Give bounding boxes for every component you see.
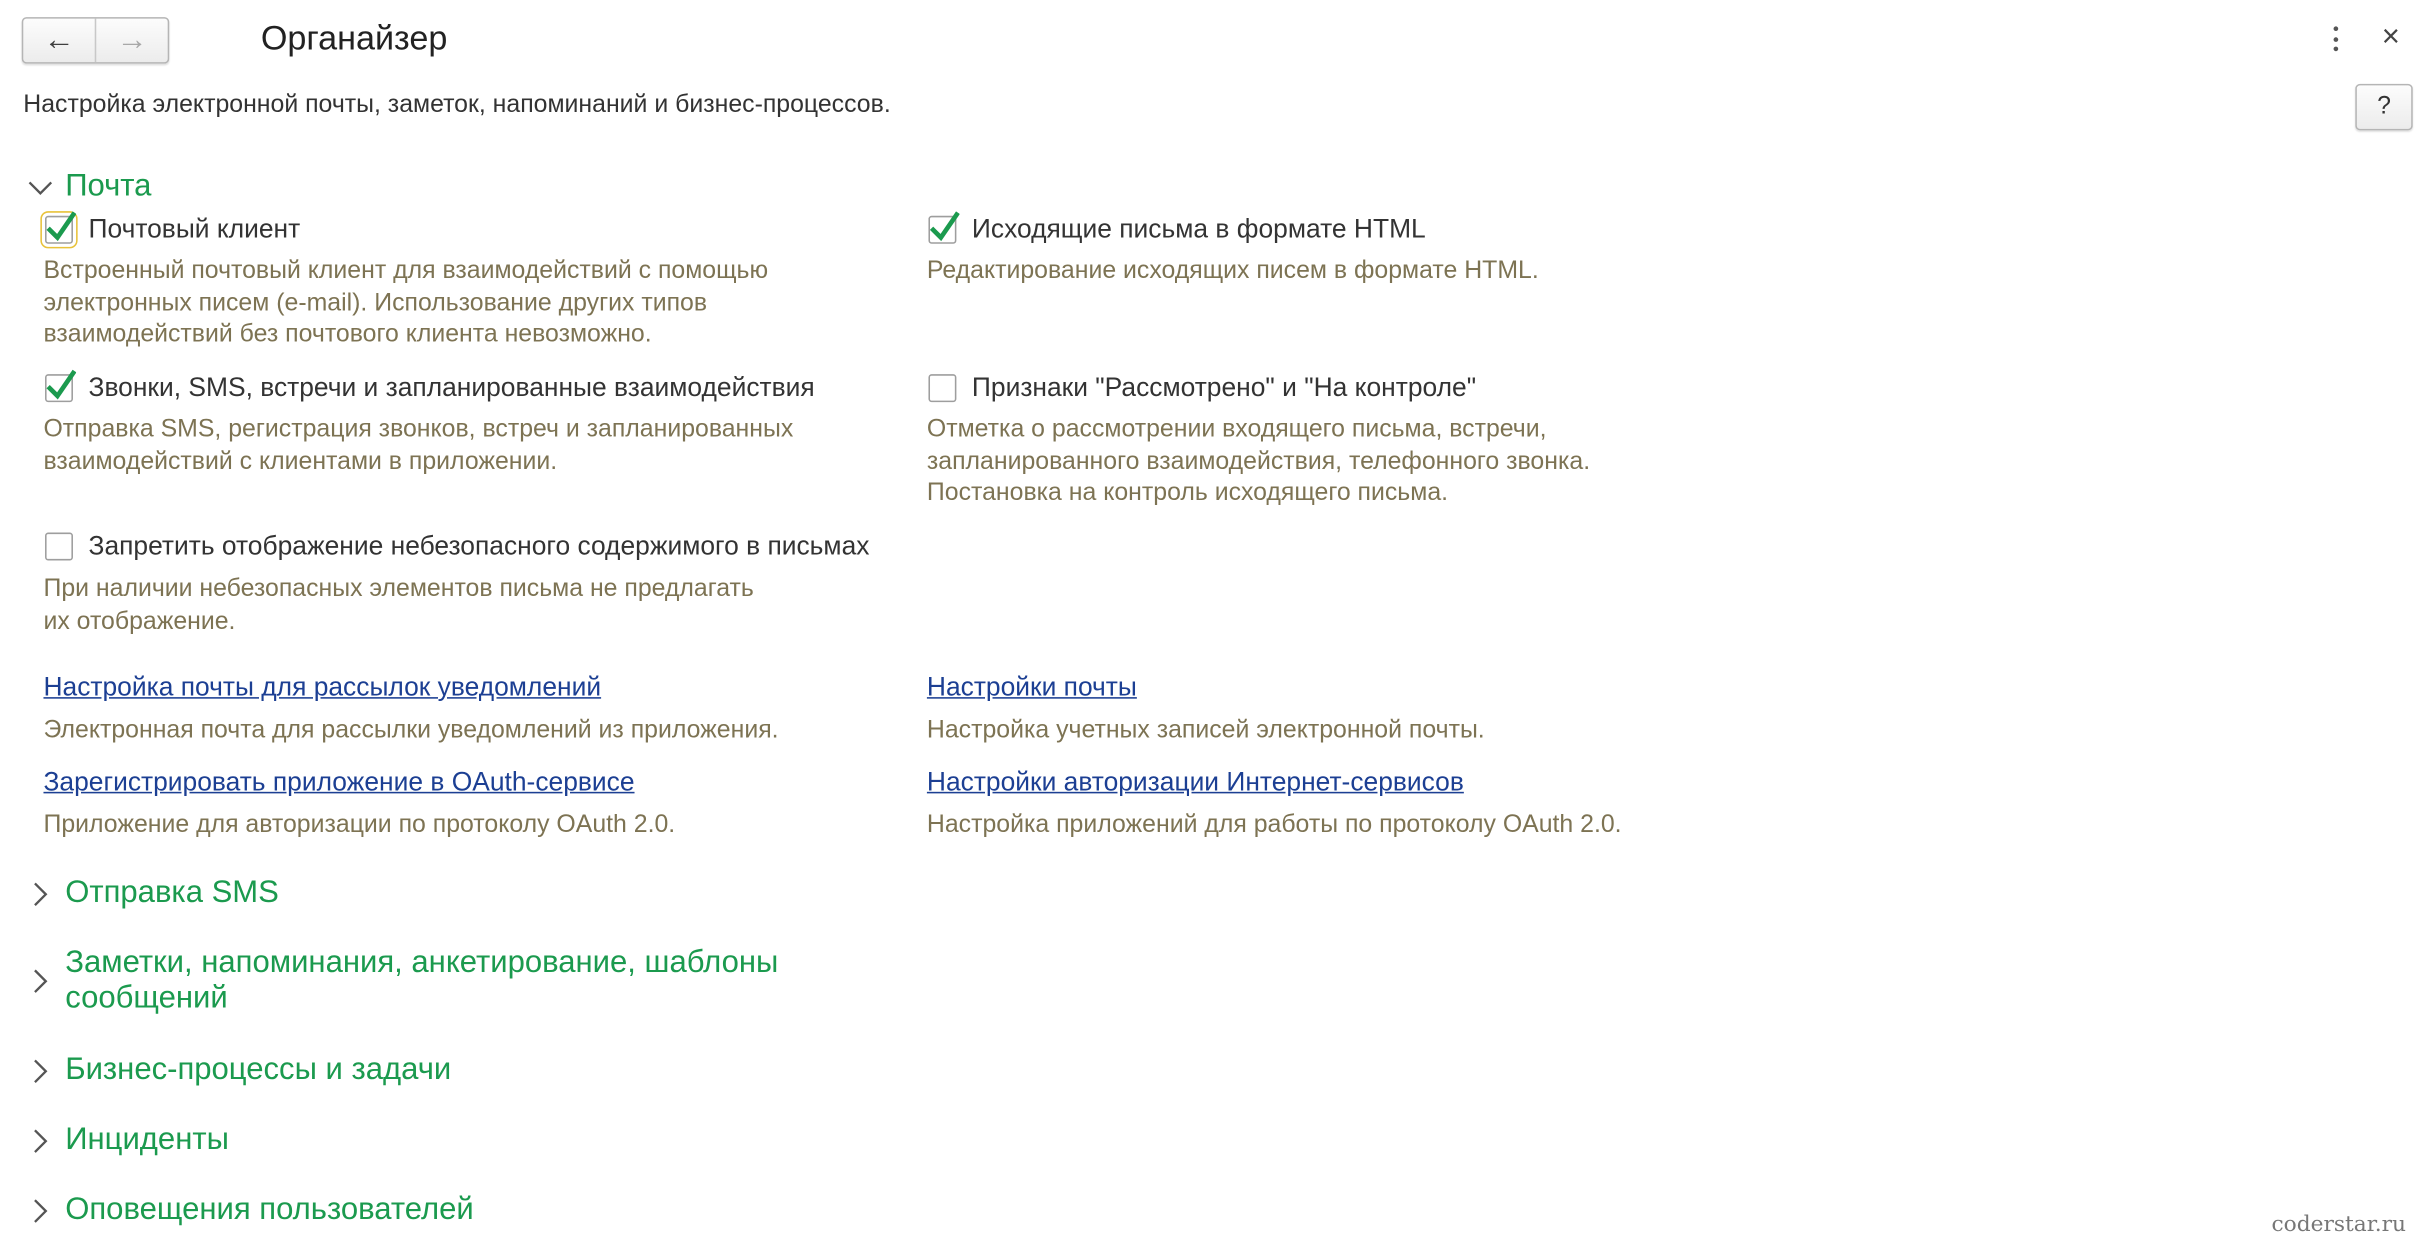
section-business-processes[interactable] [28,1053,451,1089]
calls-sms-option[interactable] [45,373,815,404]
chevron-right-icon [28,878,53,909]
chevron-right-icon [28,1195,53,1226]
notify-mail-description: Электронная почта для рассылки уведомлений из приложения. [43,717,779,744]
mail-client-description: Встроенный почтовый клиент для взаимодействий с помощью электронных писем (e-mail). Использование других типов взаимодействий без почтового клиента невозможно. [43,257,769,348]
back-button[interactable] [23,19,94,62]
section-sms[interactable] [28,876,279,912]
page-title: Органайзер [260,18,448,58]
chevron-right-icon [28,966,53,997]
calls-sms-checkbox[interactable] [45,374,73,402]
chevron-right-icon [28,1055,53,1086]
arrow-left-icon: ← [43,23,75,58]
section-mail-label: Почта [65,169,152,204]
unsafe-content-description: При наличии небезопасных элементов письма не предлагать их отображение. [43,576,754,635]
section-incidents[interactable] [28,1123,229,1159]
mail-client-checkbox[interactable] [45,216,73,244]
watermark: coderstar.ru [2271,1212,2407,1238]
html-letters-checkbox[interactable] [928,216,956,244]
oauth-register-link[interactable]: Зарегистрировать приложение в OAuth-сервисе [43,766,635,797]
checkmark-icon [45,208,76,242]
review-control-label: Признаки "Рассмотрено" и "На контроле" [971,372,1477,403]
mail-settings-description: Настройка учетных записей электронной почты. [926,717,1485,744]
more-menu-icon[interactable] [2324,22,2346,56]
html-letters-option[interactable] [928,214,1425,245]
close-icon[interactable]: × [2381,20,2400,55]
chevron-right-icon [28,1125,53,1156]
auth-settings-description: Настройка приложений для работы по протоколу OAuth 2.0. [926,812,1622,839]
chevron-down-icon [28,172,53,203]
section-incidents-label: Инциденты [65,1122,229,1157]
help-button[interactable]: ? [2355,84,2412,131]
calls-sms-description: Отправка SMS, регистрация звонков, встреч и запланированных взаимодействий с клиентами в приложении. [43,416,794,475]
html-letters-label: Исходящие письма в формате HTML [971,214,1426,244]
review-control-option[interactable] [928,373,1476,404]
notify-mail-link[interactable]: Настройка почты для рассылок уведомлений [43,672,602,702]
mail-client-option[interactable] [45,214,300,245]
section-notes[interactable] [28,946,842,1017]
html-letters-description: Редактирование исходящих писем в формате HTML. [926,257,1539,285]
unsafe-content-label: Запретить отображение небезопасного содержимого в письмах [88,530,870,561]
page-subtitle: Настройка электронной почты, заметок, напоминаний и бизнес-процессов. [23,91,891,118]
calls-sms-label: Звонки, SMS, встречи и запланированные взаимодействия [88,372,815,403]
section-sms-label: Отправка SMS [65,875,279,910]
section-user-alerts[interactable] [28,1192,474,1228]
oauth-register-description: Приложение для авторизации по протоколу OAuth 2.0. [43,812,676,839]
section-business-processes-label: Бизнес-процессы и задачи [65,1052,452,1087]
unsafe-content-checkbox[interactable] [45,533,73,561]
review-control-description: Отметка о рассмотрении входящего письма, встречи, запланированного взаимодействия, телефонного звонка. Постановка на контроль исходящего письма. [926,416,1591,507]
arrow-right-icon: → [116,23,148,58]
forward-button[interactable] [95,19,168,62]
mail-settings-link[interactable]: Настройки почты [926,672,1137,702]
nav-button-group [22,17,169,64]
section-mail[interactable] [28,169,152,205]
section-notes-label: Заметки, напоминания, анкетирование, шаблоны сообщений [65,945,779,1016]
checkmark-icon [928,208,959,242]
checkmark-icon [45,366,76,400]
section-user-alerts-label: Оповещения пользователей [65,1192,474,1227]
review-control-checkbox[interactable] [928,374,956,402]
auth-settings-link[interactable]: Настройки авторизации Интернет-сервисов [926,766,1464,797]
unsafe-content-option[interactable] [45,531,869,562]
mail-client-label: Почтовый клиент [88,214,301,244]
